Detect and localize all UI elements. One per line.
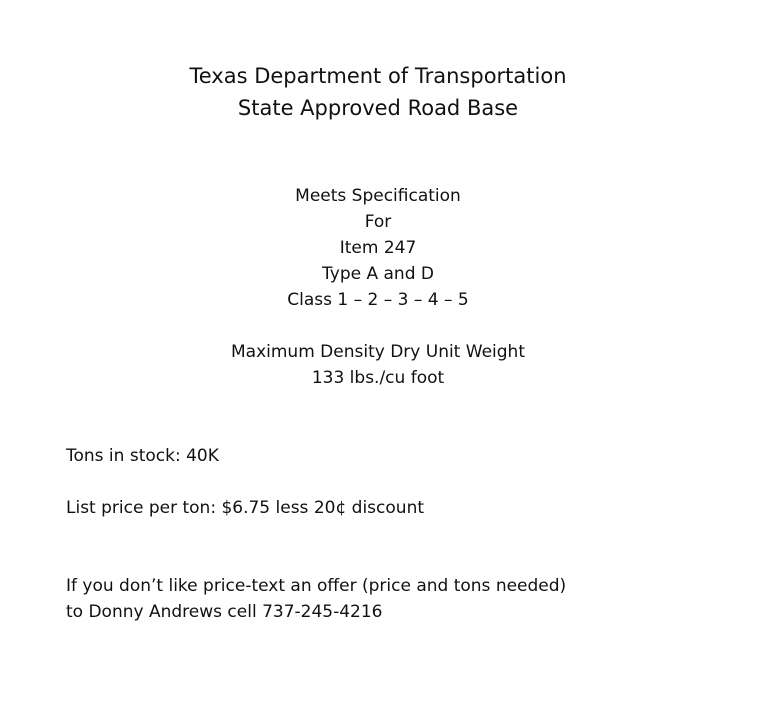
offer-line-1: If you don’t like price-text an offer (price and tons needed) xyxy=(66,576,567,596)
offer-line-2: to Donny Andrews cell 737-245-4216 xyxy=(66,602,383,622)
spec-line-4: Type A and D xyxy=(322,264,434,284)
density-value: 133 lbs./cu foot xyxy=(311,368,445,388)
spec-line-5: Class 1 – 2 – 3 – 4 – 5 xyxy=(287,290,469,310)
density-label: Maximum Density Dry Unit Weight xyxy=(231,342,525,362)
stock-text: Tons in stock: 40K xyxy=(66,446,219,466)
title-line-2: State Approved Road Base xyxy=(237,96,519,120)
title-line-1: Texas Department of Transportation xyxy=(189,64,567,88)
spec-line-1: Meets Specification xyxy=(295,186,461,206)
price-text: List price per ton: $6.75 less 20¢ discount xyxy=(66,498,425,518)
spec-line-2: For xyxy=(364,212,392,232)
spec-line-3: Item 247 xyxy=(339,238,417,258)
